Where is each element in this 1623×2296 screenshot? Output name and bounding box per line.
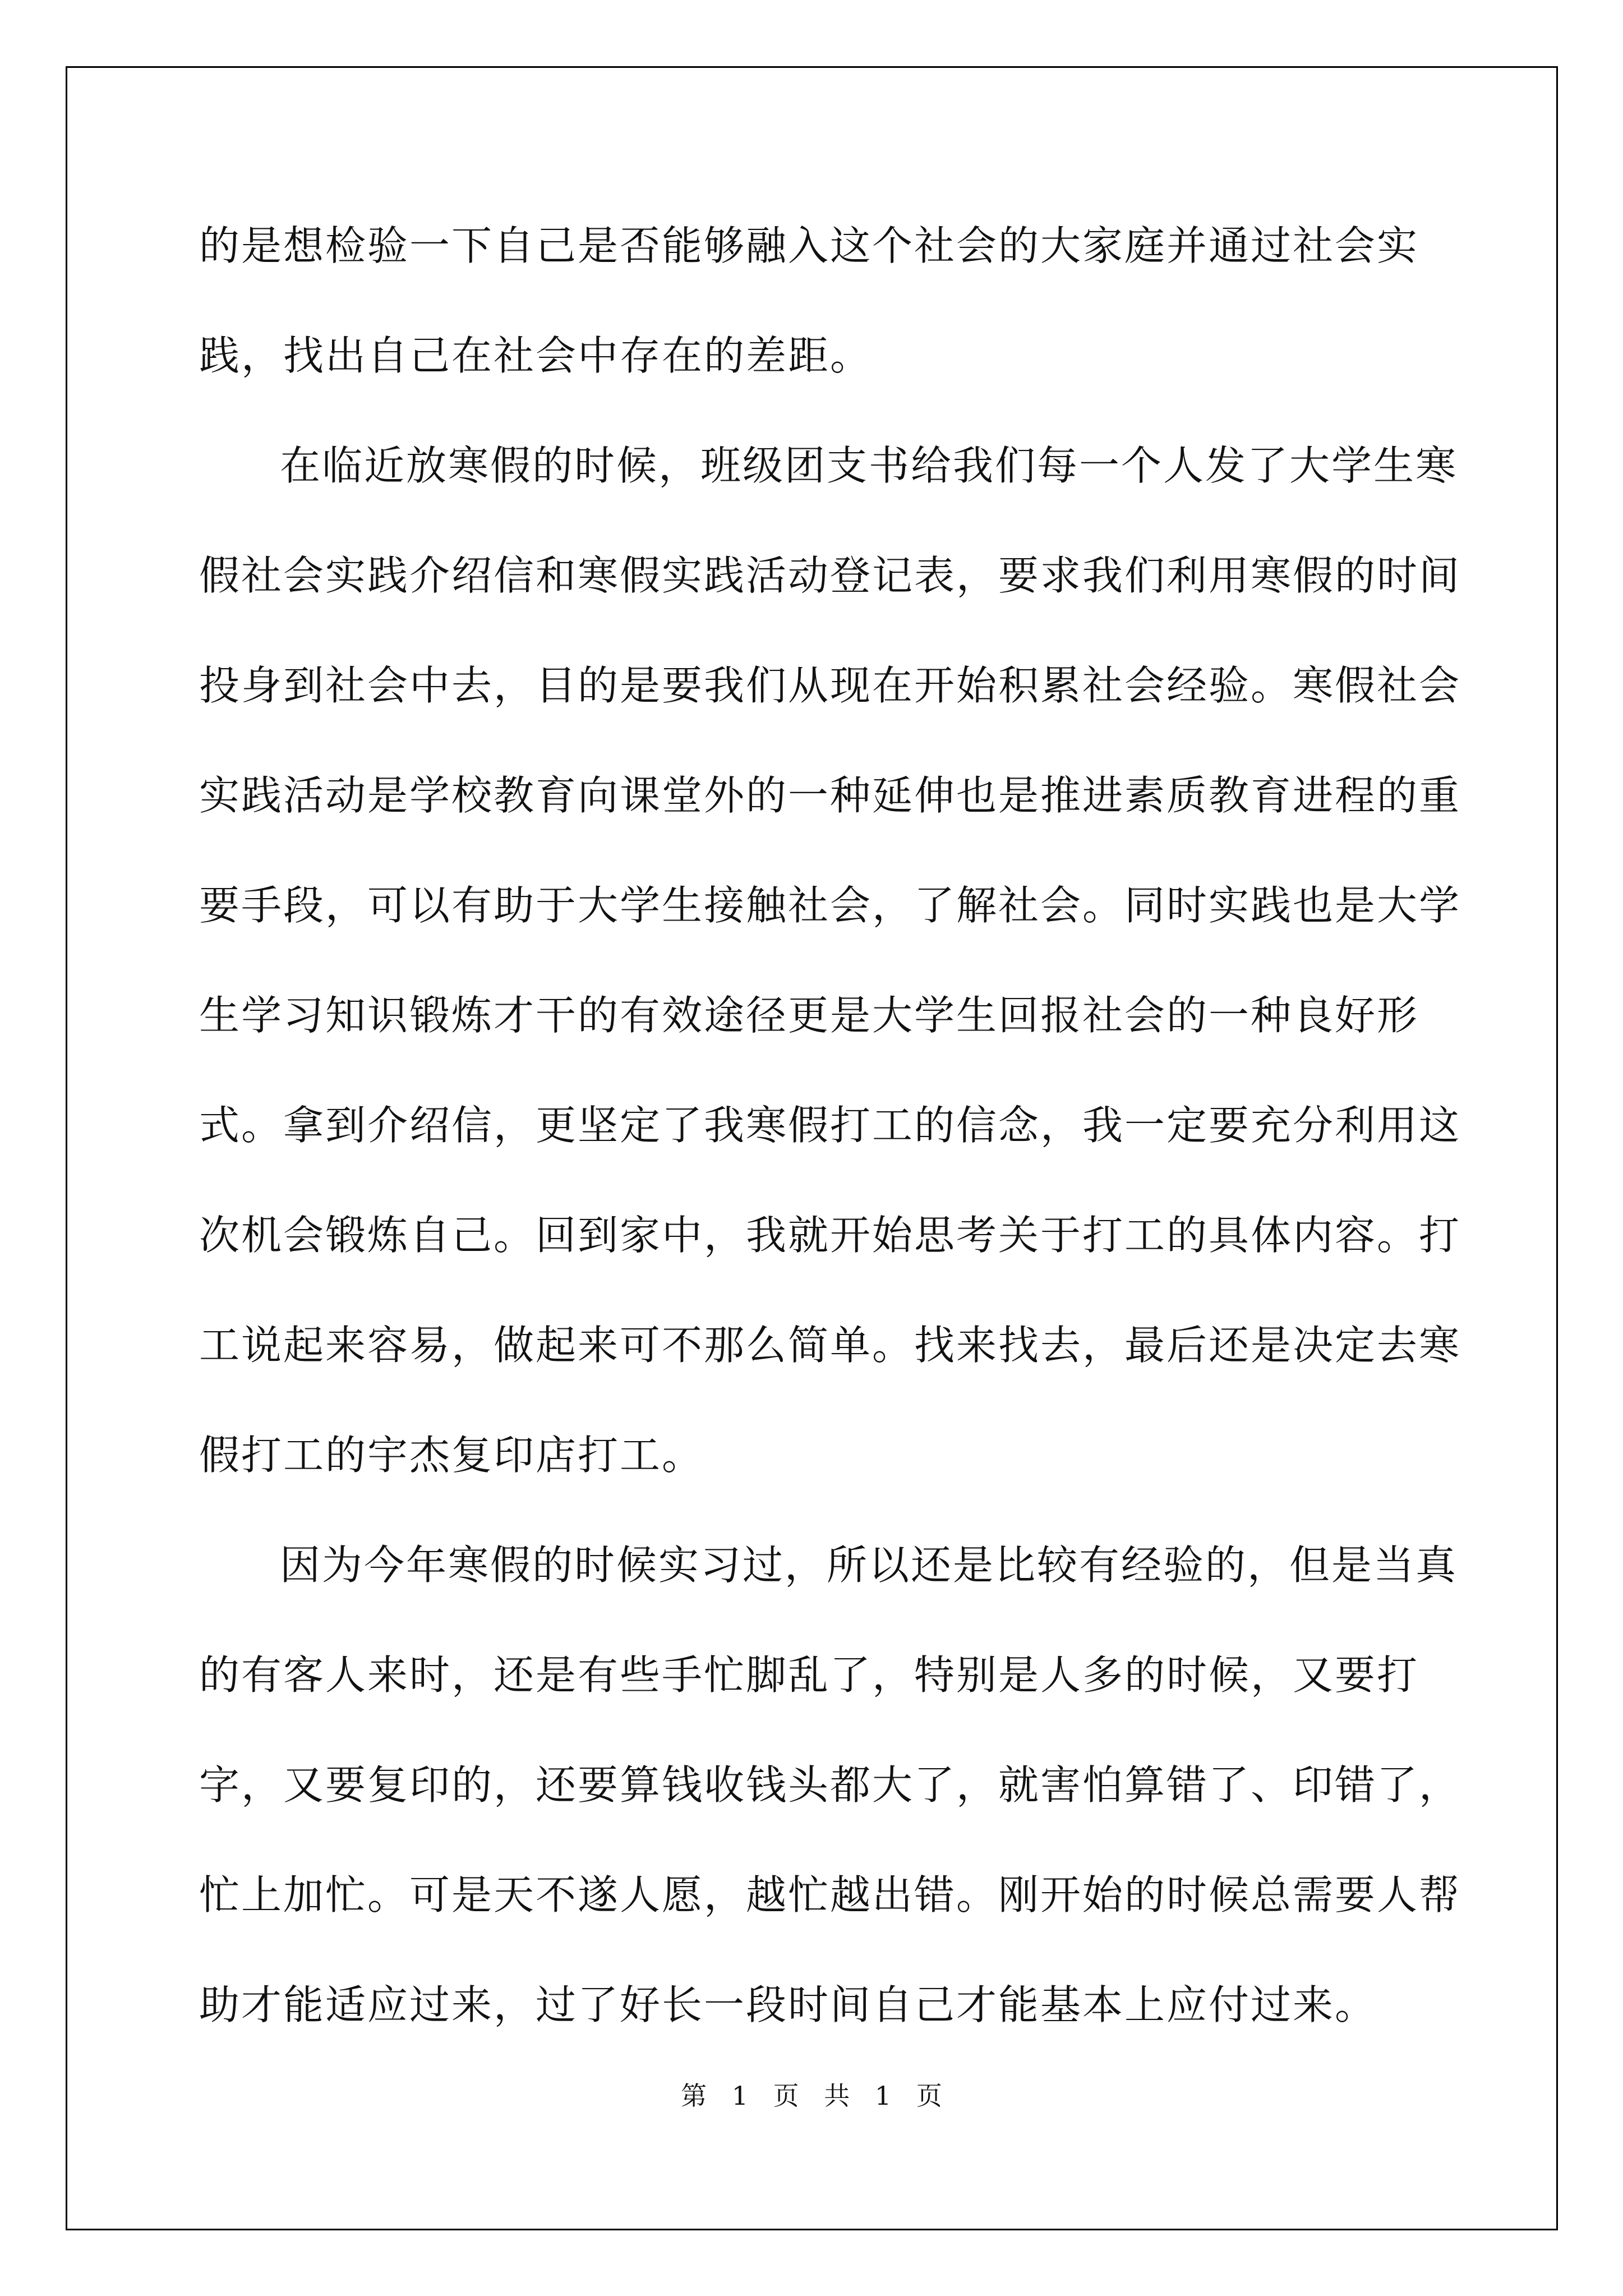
paragraph-1: 的是想检验一下自己是否能够融入这个社会的大家庭并通过社会实践，找出自己在社会中存在的差距。	[199, 222, 1419, 379]
paragraph-3: 因为今年寒假的时候实习过，所以还是比较有经验的，但是当真的有客人来时，还是有些手忙脚乱了，特别是人多的时候，又要打字，又要复印的，还要算钱收钱头都大了，就害怕算错了、印错了，忙上加忙。可是天不遂人愿，越忙越出错。刚开始的时候总需要人帮助才能适应过来，过了好长一段时间自己才能基本上应付过来。	[199, 1542, 1461, 2028]
document-body	[199, 191, 1478, 2060]
page-number-footer: 第 1 页 共 1 页	[681, 2081, 942, 2111]
paragraph-2: 在临近放寒假的时候，班级团支书给我们每一个人发了大学生寒假社会实践介绍信和寒假实践活动登记表，要求我们利用寒假的时间投身到社会中去，目的是要我们从现在开始积累社会经验。寒假社会实践活动是学校教育向课堂外的一种延伸也是推进素质教育进程的重要手段，可以有助于大学生接触社会，了解社会。同时实践也是大学生学习知识锻炼才干的有效途径更是大学生回报社会的一种良好形式。拿到介绍信，更坚定了我寒假打工的信念，我一定要充分利用这次机会锻炼自己。回到家中，我就开始思考关于打工的具体内容。打工说起来容易，做起来可不那么简单。找来找去，最后还是决定去寒假打工的宇杰复印店打工。	[199, 442, 1461, 1479]
